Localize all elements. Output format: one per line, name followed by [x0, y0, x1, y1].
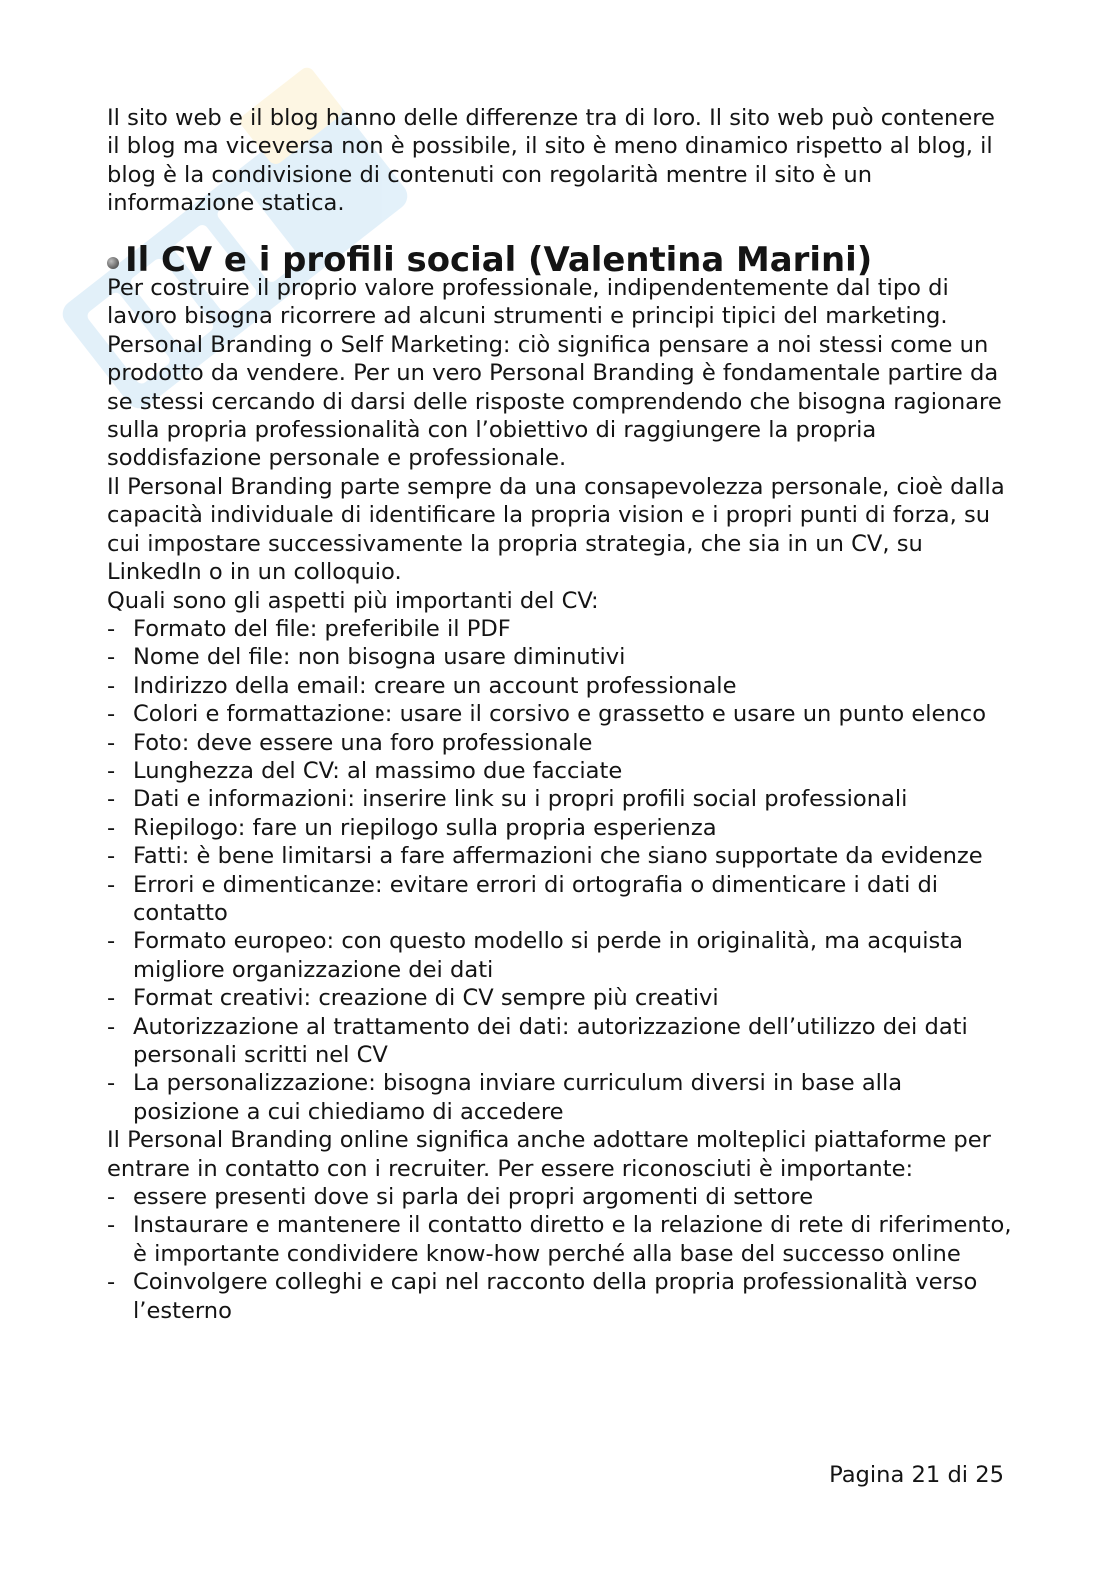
cv-aspects-list	[107, 615, 1012, 1126]
list-item	[107, 1183, 1012, 1211]
online-paragraph: Il Personal Branding online significa anche adottare molteplici piattaforme per entrare in contatto con i recruiter. Per essere riconosciuti è importante:	[107, 1127, 991, 1182]
list-item-text: Riepilogo: fare un riepilogo sulla propria esperienza	[133, 814, 717, 841]
list-item	[107, 643, 1012, 671]
list-item	[107, 814, 1012, 842]
dash-marker: -	[107, 1184, 116, 1211]
section-heading	[107, 239, 1012, 279]
list-item	[107, 700, 1012, 728]
list-item-text: Colori e formattazione: usare il corsivo e grassetto e usare un punto elenco	[133, 701, 987, 728]
list-item	[107, 785, 1012, 813]
dash-marker: -	[107, 701, 116, 728]
dash-marker: -	[107, 1212, 116, 1239]
bullet-dot-icon	[107, 257, 119, 269]
dash-marker: -	[107, 757, 116, 784]
list-item	[107, 1211, 1012, 1268]
list-item-text: Dati e informazioni: inserire link su i propri profili social professionali	[133, 786, 908, 813]
section-heading-text: Il CV e i profili social (Valentina Marini)	[125, 239, 873, 279]
dash-marker: -	[107, 814, 116, 841]
list-item	[107, 871, 1012, 928]
dash-marker: -	[107, 1070, 116, 1097]
list-item-text: Foto: deve essere una foro professionale	[133, 729, 593, 756]
list-item-text: Formato europeo: con questo modello si perde in originalità, ma acquista migliore organizzazione dei dati	[133, 928, 963, 983]
page-number: Pagina 21 di 25	[829, 1462, 1004, 1488]
list-item	[107, 927, 1012, 984]
dash-marker: -	[107, 672, 116, 699]
dash-marker: -	[107, 1269, 116, 1296]
list-item-text: La personalizzazione: bisogna inviare curriculum diversi in base alla posizione a cui chiediamo di accedere	[133, 1070, 903, 1125]
list-item	[107, 615, 1012, 643]
dash-marker: -	[107, 644, 116, 671]
dash-marker: -	[107, 1013, 116, 1040]
list-item-text: Autorizzazione al trattamento dei dati: autorizzazione dell’utilizzo dei dati personali scritti nel CV	[133, 1013, 968, 1068]
dash-marker: -	[107, 729, 116, 756]
list-item	[107, 984, 1012, 1012]
dash-marker: -	[107, 871, 116, 898]
list-item-text: Format creativi: creazione di CV sempre più creativi	[133, 985, 719, 1012]
dash-marker: -	[107, 985, 116, 1012]
dash-marker: -	[107, 928, 116, 955]
list-item-text: Formato del file: preferibile il PDF	[133, 615, 511, 642]
list-item-text: essere presenti dove si parla dei propri argomenti di settore	[133, 1184, 814, 1211]
list-item-text: Coinvolgere colleghi e capi nel racconto della propria professionalità verso l’esterno	[133, 1269, 978, 1324]
cv-aspects-intro: Quali sono gli aspetti più importanti del CV:	[107, 587, 599, 614]
list-item	[107, 1069, 1012, 1126]
list-item-text: Nome del file: non bisogna usare diminutivi	[133, 644, 626, 671]
list-item	[107, 729, 1012, 757]
dash-marker: -	[107, 615, 116, 642]
list-item-text: Instaurare e mantenere il contatto diretto e la relazione di rete di riferimento, è importante condividere know-how perché alla base del successo online	[133, 1212, 1012, 1267]
list-item	[107, 672, 1012, 700]
list-item	[107, 842, 1012, 870]
list-item-text: Indirizzo della email: creare un account professionale	[133, 672, 737, 699]
list-item	[107, 1013, 1012, 1070]
intro-paragraph: Il sito web e il blog hanno delle differenze tra di loro. Il sito web può contenere il blog ma viceversa non è possibile, il sito è meno dinamico rispetto al blog, il blog è la condivisione di contenuti con regolarità mentre il sito è un informazione statica.	[107, 105, 995, 217]
list-item-text: Errori e dimenticanze: evitare errori di ortografia o dimenticare i dati di contatto	[133, 871, 939, 926]
online-items-list	[107, 1183, 1012, 1325]
body-paragraph-2: Il Personal Branding parte sempre da una consapevolezza personale, cioè dalla capacità individuale di identificare la propria vision e i propri punti di forza, su cui impostare successivamente la propria strategia, che sia in un CV, su LinkedIn o in un colloquio.	[107, 473, 1005, 586]
dash-marker: -	[107, 786, 116, 813]
dash-marker: -	[107, 843, 116, 870]
body-paragraph-1: Per costruire il proprio valore professionale, indipendentemente dal tipo di lavoro bisogna ricorrere ad alcuni strumenti e principi tipici del marketing. Personal Branding o Self Marketing: ciò significa pensare a noi stessi come un prodotto da vendere. Per un vero Personal Branding è fondamentale partire da se stessi cercando di darsi delle risposte comprendendo che bisogna ragionare sulla propria professionalità con l’obiettivo di raggiungere la propria soddisfazione personale e professionale.	[107, 275, 1002, 472]
list-item-text: Fatti: è bene limitarsi a fare affermazioni che siano supportate da evidenze	[133, 843, 983, 870]
list-item	[107, 757, 1012, 785]
list-item-text: Lunghezza del CV: al massimo due facciate	[133, 757, 623, 784]
document-page	[107, 104, 1012, 1325]
list-item	[107, 1268, 1012, 1325]
